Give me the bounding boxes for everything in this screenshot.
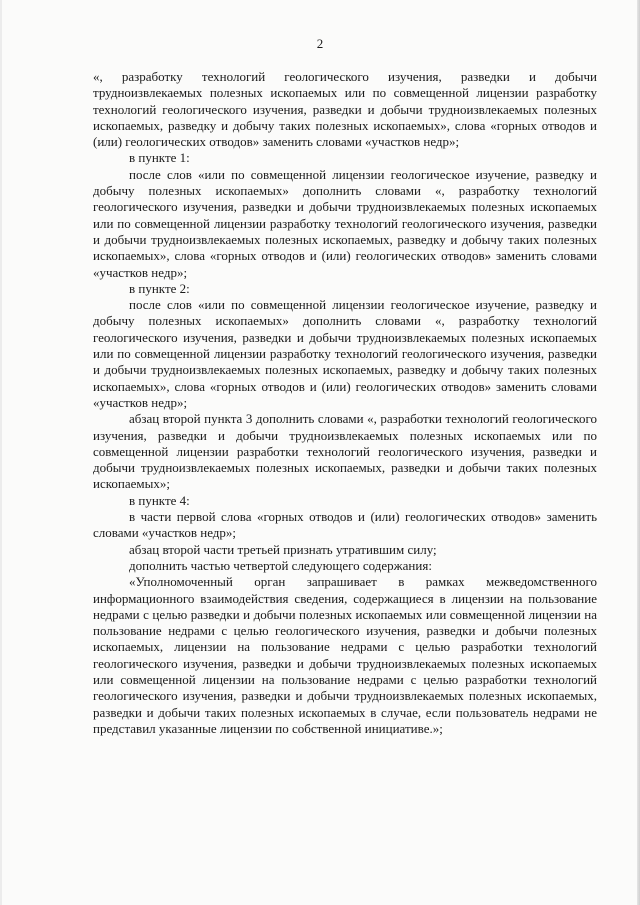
paragraph: «, разработку технологий геологического изучения, разведки и добычи трудноизвлекаемых полезных ископаемых или по совмещенной лицензии разработку технологий геологического изучения, разведки и добычи трудноизвлекаемых полезных ископаемых, разведку и добычу таких полезных ископаемых», слова «горных отводов и (или) геологических отводов» заменить словами «участков недр»;	[93, 69, 597, 150]
paragraph: после слов «или по совмещенной лицензии геологическое изучение, разведку и добычу полезных ископаемых» дополнить словами «, разработку технологий геологического изучения, разведки и добычи трудноизвлекаемых полезных ископаемых или по совмещенной лицензии разработку технологий геологического изучения, разведки и добычи трудноизвлекаемых полезных ископаемых, разведку и добычу таких полезных ископаемых», слова «горных отводов и (или) геологических отводов» заменить словами «участков недр»;	[93, 166, 597, 280]
paragraph: после слов «или по совмещенной лицензии геологическое изучение, разведку и добычу полезных ископаемых» дополнить словами «, разработку технологий геологического изучения, разведки и добычи трудноизвлекаемых полезных ископаемых или по совмещенной лицензии разработку технологий геологического изучения, разведки и добычи трудноизвлекаемых полезных ископаемых, разведку и добычу таких полезных ископаемых», слова «горных отводов и (или) геологических отводов» заменить словами «участков недр»;	[93, 297, 597, 410]
paragraph: в пункте 4:	[129, 492, 190, 508]
paragraph: дополнить частью четвертой следующего содержания:	[129, 557, 432, 573]
paragraph: в части первой слова «горных отводов и (или) геологических отводов» заменить словами «участков недр»;	[93, 509, 597, 541]
paragraph: в пункте 1:	[129, 150, 190, 166]
document-body	[93, 69, 597, 737]
paragraph: абзац второй пункта 3 дополнить словами «, разработки технологий геологического изучения, разведки и добычи трудноизвлекаемых полезных ископаемых или по совмещенной лицензии разработки технологий геологического изучения, разведки и добычи трудноизвлекаемых полезных ископаемых, разведки и добычи таких полезных ископаемых»;	[93, 411, 597, 492]
paragraph: «Уполномоченный орган запрашивает в рамках межведомственного информационного взаимодействия сведения, содержащиеся в лицензии на пользование недрами с целью разведки и добычи полезных ископаемых или совмещенной лицензии на пользование недрами с целью геологического изучения, разведки и добычи полезных ископаемых, лицензии на пользование недрами с целью разработки технологий геологического изучения, разведки и добычи трудноизвлекаемых полезных ископаемых или совмещенной лицензии на пользование недрами с целью разработки технологий геологического изучения, разведки и добычи трудноизвлекаемых полезных ископаемых, разведки и добычи таких полезных ископаемых в случае, если пользователь недрами не представил указанные лицензии по собственной инициативе.»;	[93, 574, 597, 736]
paragraph: в пункте 2:	[129, 280, 190, 296]
scan-edge-left	[0, 0, 2, 905]
page-number: 2	[316, 36, 324, 51]
paragraph: абзац второй части третьей признать утратившим силу;	[129, 541, 437, 557]
